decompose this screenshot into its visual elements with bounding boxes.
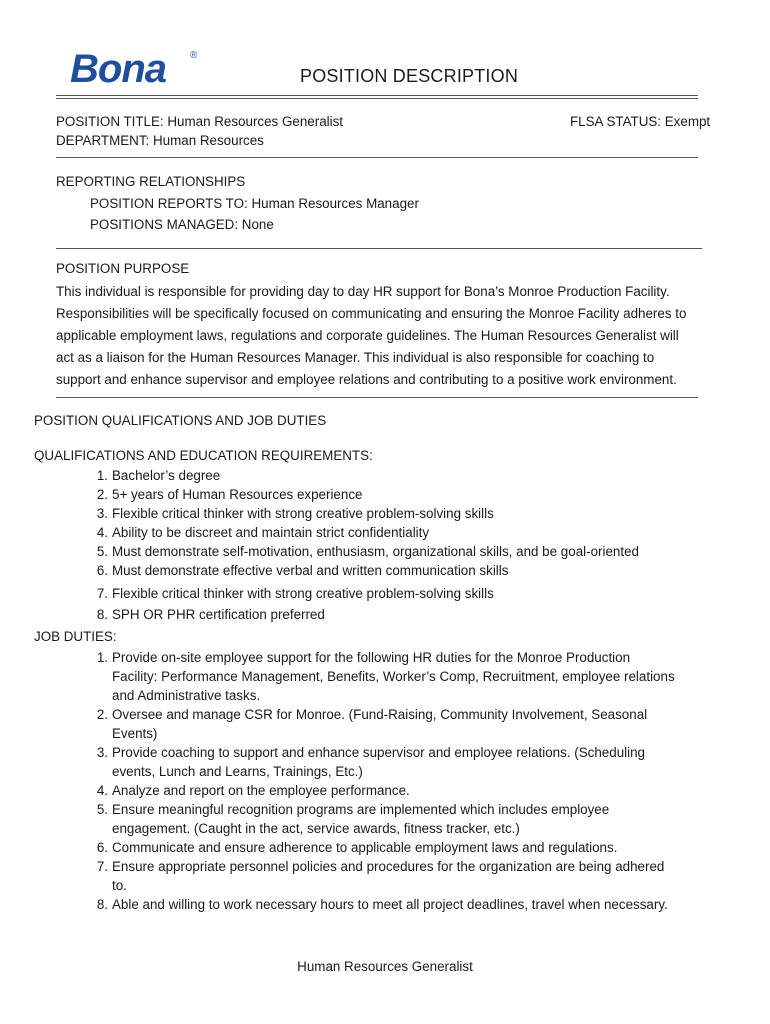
item-text: Ensure appropriate personnel policies and procedures for the organization are being adhered [112, 859, 665, 874]
duty-item [34, 857, 734, 895]
qualifications-section-heading: POSITION QUALIFICATIONS AND JOB DUTIES [34, 413, 327, 428]
page-footer: Human Resources Generalist [297, 959, 473, 974]
title-divider [56, 95, 698, 99]
registered-mark: ® [190, 50, 198, 61]
item-number: 8. [96, 607, 108, 622]
item-text: Analyze and report on the employee performance. [112, 783, 410, 798]
item-text: Communicate and ensure adherence to applicable employment laws and regulations. [112, 840, 618, 855]
positions-managed: POSITIONS MANAGED: None [90, 217, 274, 232]
item-number: 1. [96, 468, 108, 483]
item-number: 3. [96, 745, 108, 760]
qualification-item [34, 466, 734, 485]
duty-item [34, 838, 734, 857]
item-number: 5. [96, 802, 108, 817]
bona-logo-wordmark [68, 44, 208, 90]
purpose-line: This individual is responsible for providing day to day HR support for Bona’s Monroe Production Facility. [56, 284, 670, 299]
reports-to: POSITION REPORTS TO: Human Resources Manager [90, 196, 419, 211]
qualification-item [34, 561, 734, 583]
item-text: Flexible critical thinker with strong creative problem-solving skills [112, 586, 494, 601]
purpose-line: act as a liaison for the Human Resources Manager. This individual is also responsible for coaching to [56, 350, 655, 365]
qualification-item [34, 542, 734, 561]
item-text: to. [112, 878, 127, 893]
item-text: Must demonstrate self-motivation, enthusiasm, organizational skills, and be goal-oriented [112, 544, 639, 559]
item-text: Provide coaching to support and enhance supervisor and employee relations. (Scheduling [112, 745, 645, 760]
job-duties-heading: JOB DUTIES: [34, 629, 117, 644]
item-text: events, Lunch and Learns, Trainings, Etc.) [112, 764, 363, 779]
reporting-heading: REPORTING RELATIONSHIPS [56, 174, 246, 189]
qualifications-list [34, 466, 734, 625]
item-number: 1. [96, 650, 108, 665]
reporting-divider [56, 248, 702, 249]
item-text: Bachelor’s degree [112, 468, 221, 483]
item-text: Ability to be discreet and maintain strict confidentiality [112, 525, 430, 540]
item-text: engagement. (Caught in the act, service awards, fitness tracker, etc.) [112, 821, 520, 836]
position-title: POSITION TITLE: Human Resources Generalist [56, 114, 344, 129]
flsa-status: FLSA STATUS: Exempt [570, 114, 711, 129]
item-text: Flexible critical thinker with strong creative problem-solving skills [112, 506, 494, 521]
item-text: Provide on-site employee support for the following HR duties for the Monroe Production [112, 650, 631, 665]
purpose-paragraph [56, 281, 716, 391]
bona-logo-text: Bona [70, 47, 166, 90]
document-title: POSITION DESCRIPTION [300, 66, 519, 86]
duty-item [34, 781, 734, 800]
item-number: 2. [96, 487, 108, 502]
item-text: Events) [112, 726, 158, 741]
item-text: Facility: Performance Management, Benefits, Worker’s Comp, Recruitment, employee relations [112, 669, 675, 684]
item-text: and Administrative tasks. [112, 688, 261, 703]
item-text: Must demonstrate effective verbal and written communication skills [112, 563, 509, 578]
header-divider [56, 157, 698, 158]
duty-item [34, 800, 734, 838]
item-number: 6. [96, 563, 108, 578]
item-text: 5+ years of Human Resources experience [112, 487, 363, 502]
item-text: SPH OR PHR certification preferred [112, 607, 325, 622]
duty-item [34, 895, 734, 914]
duty-item [34, 743, 734, 781]
purpose-heading: POSITION PURPOSE [56, 261, 190, 276]
qualification-item [34, 504, 734, 523]
item-number: 3. [96, 506, 108, 521]
item-number: 7. [96, 586, 108, 601]
item-text: Able and willing to work necessary hours to meet all project deadlines, travel when necessary. [112, 897, 668, 912]
item-text: Oversee and manage CSR for Monroe. (Fund-Raising, Community Involvement, Seasonal [112, 707, 648, 722]
item-number: 6. [96, 840, 108, 855]
purpose-divider [56, 397, 698, 398]
duty-item [34, 648, 734, 705]
qualification-item [34, 523, 734, 542]
purpose-line: applicable employment laws, regulations and corporate guidelines. The Human Resources Generalist will [56, 328, 679, 343]
item-number: 4. [96, 783, 108, 798]
purpose-line: Responsibilities will be specifically focused on communicating and ensuring the Monroe Facility adheres to [56, 306, 687, 321]
item-text: Ensure meaningful recognition programs are implemented which includes employee [112, 802, 610, 817]
item-number: 7. [96, 859, 108, 874]
department: DEPARTMENT: Human Resources [56, 133, 264, 148]
qualification-item [34, 485, 734, 504]
qualification-item [34, 583, 734, 604]
item-number: 5. [96, 544, 108, 559]
item-number: 8. [96, 897, 108, 912]
job-duties-list [34, 648, 734, 914]
duty-item [34, 705, 734, 743]
item-number: 2. [96, 707, 108, 722]
purpose-line: support and enhance supervisor and employee relations and contributing to a positive work environment. [56, 372, 677, 387]
qualification-item [34, 604, 734, 625]
item-number: 4. [96, 525, 108, 540]
bona-logo [68, 44, 208, 90]
qualifications-heading: QUALIFICATIONS AND EDUCATION REQUIREMENTS: [34, 448, 373, 463]
